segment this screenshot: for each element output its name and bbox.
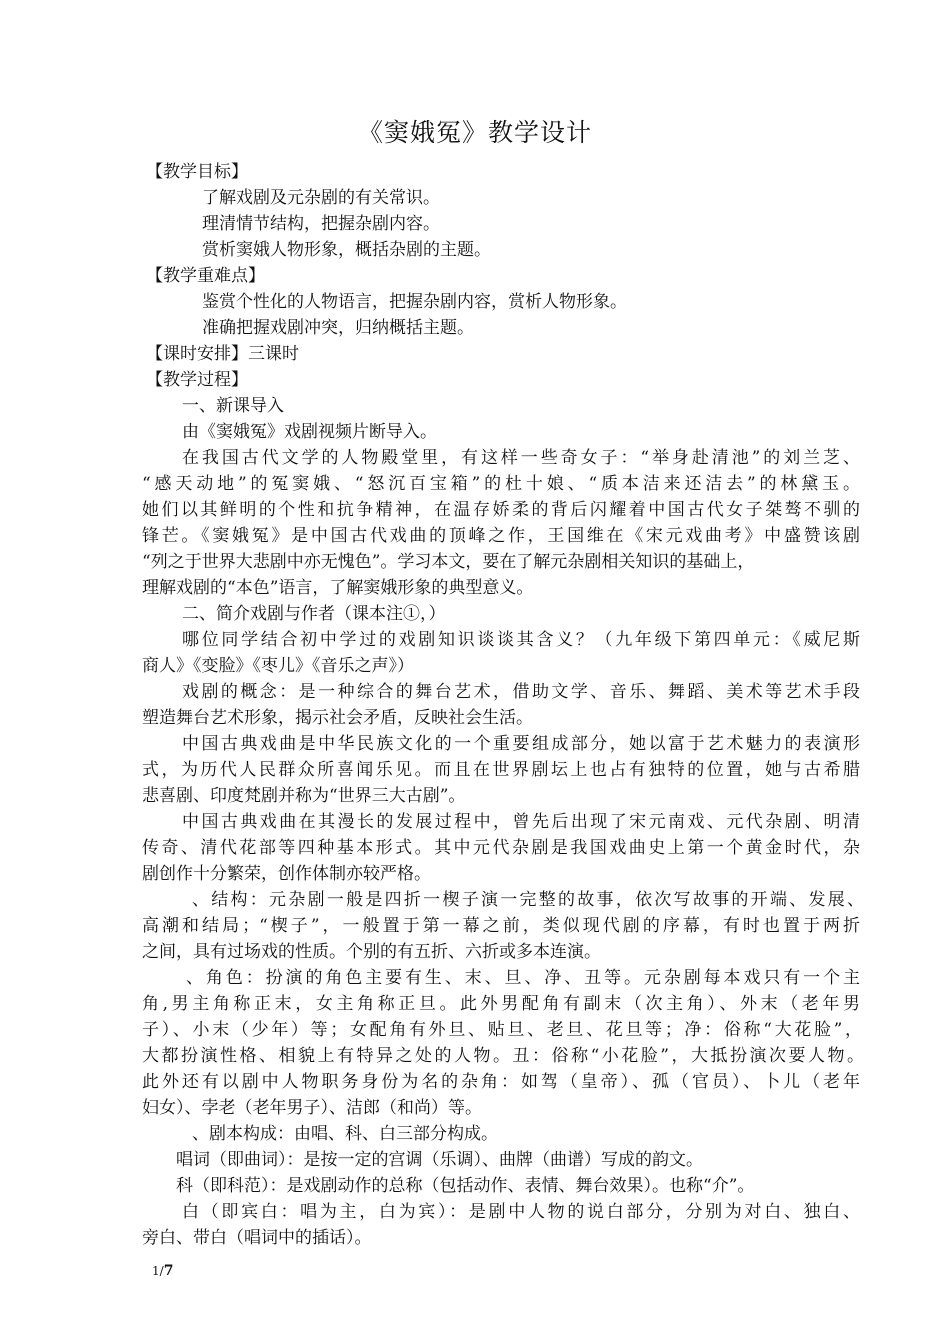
heading-schedule: 【课时安排】三课时 xyxy=(146,344,299,364)
paragraph-line: 科（即科范）：是戏剧动作的总称（包括动作、表情、舞台效果）。也称“介”。 xyxy=(176,1176,755,1196)
heading-key-points: 【教学重难点】 xyxy=(146,266,265,286)
paragraph-line: 中国古典戏曲在其漫长的发展过程中，曾先后出现了宋元南戏、元代杂剧、明清 xyxy=(182,812,860,832)
heading-process: 【教学过程】 xyxy=(146,370,248,390)
section-drama-heading: 二、简介戏剧与作者（课本注①，） xyxy=(182,604,446,624)
document-title: 《窦娥冤》教学设计 xyxy=(357,118,592,147)
paragraph-line: 大都扮演性格、相貌上有特异之处的人物。丑：俗称“小花脸”，大抵扮演次要人物。 xyxy=(142,1046,864,1066)
paragraph-line: 哪位同学结合初中学过的戏剧知识谈谈其含义？（九年级下第四单元：《威尼斯 xyxy=(182,630,860,650)
page-number-current: 1/ xyxy=(152,1264,164,1278)
paragraph-line: 、结构：元杂剧一般是四折一楔子演一完整的故事，依次写故事的开端、发展、 xyxy=(192,890,864,910)
goal-item-2: 理清情节结构，把握杂剧内容。 xyxy=(202,214,440,234)
goal-item-1: 了解戏剧及元杂剧的有关常识。 xyxy=(202,188,440,208)
paragraph-line: “感天动地”的冤窦娥、“怒沉百宝箱”的杜十娘、“质本洁来还洁去”的林黛玉。 xyxy=(142,474,860,494)
paragraph-line: 之间，具有过场戏的性质。个别的有五折、六折或多本连演。 xyxy=(142,942,601,962)
paragraph-line: 、剧本构成：由唱、科、白三部分构成。 xyxy=(192,1124,498,1144)
paragraph-line: 在我国古代文学的人物殿堂里，有这样一些奇女子：“举身赴清池”的刘兰芝、 xyxy=(182,448,860,468)
paragraph-line: 理解戏剧的“本色”语言，了解窦娥形象的典型意义。 xyxy=(142,578,534,598)
key-point-1: 鉴赏个性化的人物语言，把握杂剧内容，赏析人物形象。 xyxy=(202,292,627,312)
page-number xyxy=(152,1264,173,1278)
paragraph-line: 角,男主角称正末，女主角称正旦。此外男配角有副末（次主角）、外末（老年男 xyxy=(142,994,860,1014)
paragraph-line: 悲喜剧、印度梵剧并称为“世界三大古剧”。 xyxy=(142,786,466,806)
paragraph-line: 、角色：扮演的角色主要有生、末、旦、净、丑等。元杂剧每本戏只有一个主 xyxy=(186,968,860,988)
paragraph-line: 唱词（即曲词）：是按一定的宫调（乐调）、曲牌（曲谱）写成的韵文。 xyxy=(176,1150,703,1170)
paragraph-line: 锋芒。《窦娥冤》是中国古代戏曲的顶峰之作，王国维在《宋元戏曲考》中盛赞该剧 xyxy=(142,526,860,546)
paragraph-line: 妇女）、孛老（老年男子）、洁郎（和尚）等。 xyxy=(142,1098,482,1118)
paragraph-line: 戏剧的概念：是一种综合的舞台艺术，借助文学、音乐、舞蹈、美术等艺术手段 xyxy=(182,682,860,702)
paragraph-line: 商人》《变脸》《枣儿》《音乐之声》） xyxy=(142,656,414,676)
paragraph-line: 由《窦娥冤》戏剧视频片断导入。 xyxy=(182,422,437,442)
section-intro-heading: 一、新课导入 xyxy=(182,396,284,416)
paragraph-line: 白（即宾白：唱为主，白为宾）：是剧中人物的说白部分，分别为对白、独白、 xyxy=(182,1202,860,1222)
paragraph-line: 旁白、带白（唱词中的插话）。 xyxy=(142,1228,372,1248)
paragraph-line: 剧创作十分繁荣，创作体制亦较严格。 xyxy=(142,864,431,884)
paragraph-line: 高潮和结局；“楔子”，一般置于第一幕之前，类似现代剧的序幕，有时也置于两折 xyxy=(142,916,860,936)
paragraph-line: 此外还有以剧中人物职务身份为名的杂角：如驾（皇帝）、孤（官员）、卜儿（老年 xyxy=(142,1072,860,1092)
paragraph-line: 塑造舞台艺术形象，揭示社会矛盾，反映社会生活。 xyxy=(142,708,533,728)
goal-item-3: 赏析窦娥人物形象，概括杂剧的主题。 xyxy=(202,240,491,260)
paragraph-line: 式，为历代人民群众所喜闻乐见。而且在世界剧坛上也占有独特的位置，她与古希腊 xyxy=(142,760,860,780)
paragraph-line: 中国古典戏曲是中华民族文化的一个重要组成部分，她以富于艺术魅力的表演形 xyxy=(182,734,860,754)
key-point-2: 准确把握戏剧冲突，归纳概括主题。 xyxy=(202,318,474,338)
paragraph-line: 子）、小末（少年）等；女配角有外旦、贴旦、老旦、花旦等；净：俗称“大花脸”， xyxy=(142,1020,862,1040)
paragraph-line: 她们以其鲜明的个性和抗争精神，在温存娇柔的背后闪耀着中国古代女子桀骜不驯的 xyxy=(142,500,860,520)
heading-teaching-goals: 【教学目标】 xyxy=(146,162,248,182)
paragraph-line: 传奇、清代花部等四种基本形式。其中元代杂剧是我国戏曲史上第一个黄金时代，杂 xyxy=(142,838,860,858)
page-number-total: 7 xyxy=(163,1263,174,1279)
paragraph-line: “列之于世界大悲剧中亦无愧色”。学习本文，要在了解元杂剧相关知识的基础上， xyxy=(142,552,755,572)
